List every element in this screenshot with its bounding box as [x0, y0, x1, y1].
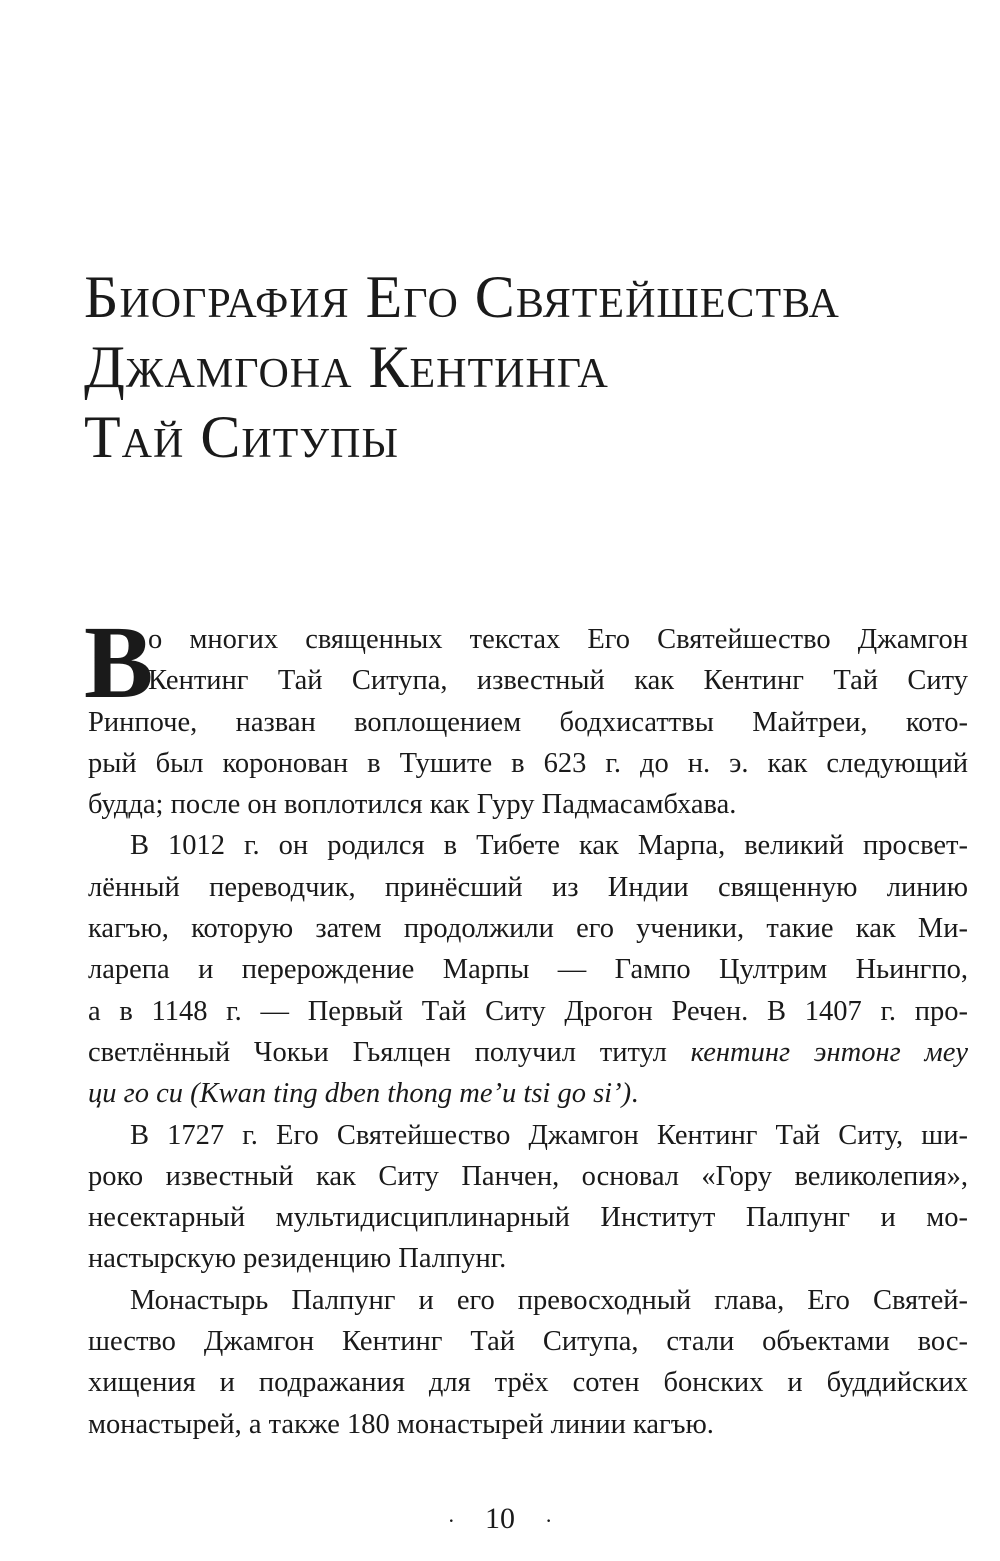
- text-line: роко известный как Ситу Панчен, основал «Гору великолепия»,: [88, 1160, 968, 1192]
- italic-term: ци го си (Kwan ting dben thong me’u tsi go si’): [88, 1078, 632, 1110]
- drop-cap: В: [84, 605, 154, 720]
- text-line: будда; после он воплотился как Гуру Падмасамбхава.: [88, 789, 737, 821]
- body-text: [84, 605, 969, 1445]
- text-line: ларепа и перерождение Марпы — Гампо Цултрим Ньингпо,: [88, 954, 968, 986]
- text-line: настырскую резиденцию Палпунг.: [88, 1243, 507, 1275]
- text-line: В 1727 г. Его Святейшество Джамгон Кентинг Тай Ситу, ши-: [130, 1119, 968, 1151]
- chapter-title: [84, 262, 840, 472]
- title-line: Тай Ситупы: [84, 404, 400, 470]
- title-line: Джамгона Кентинга: [84, 334, 609, 400]
- dot-ornament: ·: [447, 1508, 455, 1534]
- page-number-footer: [0, 1502, 1000, 1536]
- text-line: Кентинг Тай Ситупа, известный как Кентинг Тай Ситу: [148, 665, 968, 697]
- text-line: а в 1148 г. — Первый Тай Ситу Дрогон Речен. В 1407 г. про-: [88, 995, 968, 1027]
- text-line: Монастырь Палпунг и его превосходный глава, Его Святей-: [130, 1284, 968, 1316]
- text-line: хищения и подражания для трёх сотен бонских и буддийских: [88, 1367, 968, 1399]
- text-segment: светлённый Чокьи Гьялцен получил титул: [88, 1036, 691, 1068]
- page-number: 10: [485, 1502, 515, 1535]
- text-line: шество Джамгон Кентинг Тай Ситупа, стали объектами вос-: [88, 1326, 968, 1358]
- title-line: Биография Его Святейшества: [84, 264, 840, 330]
- text-line: несектарный мультидисциплинарный Институт Палпунг и мо-: [88, 1202, 968, 1234]
- text-line: рый был коронован в Тушите в 623 г. до н. э. как следующий: [88, 747, 968, 779]
- italic-term: кентинг энтонг меу: [690, 1036, 969, 1068]
- text-line: Ринпоче, назван воплощением бодхисаттвы Майтреи, кото-: [88, 706, 968, 738]
- text-line: [88, 1032, 968, 1073]
- text-line: кагъю, которую затем продолжили его ученики, такие как Ми-: [88, 913, 968, 945]
- text-line: монастырей, а также 180 монастырей линии кагъю.: [88, 1408, 714, 1440]
- text-line: о многих священных текстах Его Святейшество Джамгон: [148, 624, 968, 655]
- dot-ornament: ·: [545, 1508, 553, 1534]
- text-line: [88, 1073, 968, 1114]
- text-line: В 1012 г. он родился в Тибете как Марпа, великий просвет-: [130, 830, 968, 862]
- text-segment: .: [631, 1078, 639, 1110]
- text-line: лённый переводчик, принёсший из Индии священную линию: [88, 871, 968, 903]
